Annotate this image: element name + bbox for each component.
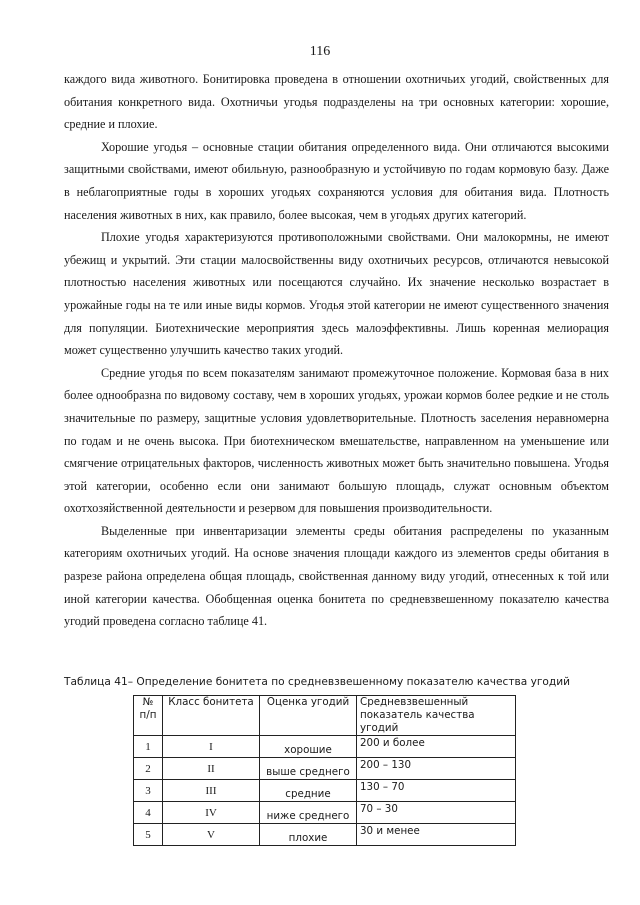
table-header-row [134,696,516,736]
cell-num: 2 [134,758,163,780]
cell-num: 3 [134,780,163,802]
paragraph: Хорошие угодья – основные стации обитания определенного вида. Они отличаются высокими защитными свойствами, имеют обильную, разнообразную и устойчивую по годам кормовую базу. Даже в неблагоприятные годы в хороших угодьях сохраняются условия для обитания вида. Плотность населения животных в них, как правило, более высокая, чем в угодьях других категорий. [64,139,609,222]
cell-num: 1 [134,736,163,758]
header-grade: Оценка угодий [260,696,357,736]
paragraph: Средние угодья по всем показателям занимают промежуточное положение. Кормовая база в них более однообразна по видовому составу, чем в хороших угодьях, урожаи кормов более редкие и не столь значительные по размеру, защитные условия удовлетворительные. Плотность заселения неравномерна по годам и не очень высока. При биотехническом вмешательстве, направленном на уменьшение или смягчение отрицательных факторов, численность животных может быть значительно повышена. Угодья этой категории, особенно если они занимают большую площадь, служат основным объектом охотхозяйственной деятельности и резервом для повышения производительности. [64,365,609,516]
cell-class: I [163,736,260,758]
cell-indicator: 70 – 30 [357,802,516,824]
bonitet-table [133,695,516,846]
cell-grade: плохие [260,824,357,846]
table-row [134,824,516,846]
table-row [134,780,516,802]
cell-class: II [163,758,260,780]
cell-num: 4 [134,802,163,824]
header-class: Класс бонитета [163,696,260,736]
cell-indicator: 200 – 130 [357,758,516,780]
cell-class: IV [163,802,260,824]
paragraph: Выделенные при инвентаризации элементы среды обитания распределены по указанным категориям охотничьих угодий. На основе значения площади каждого из элементов среды обитания в разрезе района определена общая площадь, свойственная данному виду угодий, отнесенных к той или иной категории качества. Обобщенная оценка бонитета по средневзвешенному показателю качества угодий проведена согласно таблице 41. [64,523,609,629]
header-indicator: Средневзвешенный показатель качества угодий [357,696,516,736]
cell-class: III [163,780,260,802]
cell-num: 5 [134,824,163,846]
cell-indicator: 130 – 70 [357,780,516,802]
cell-indicator: 30 и менее [357,824,516,846]
cell-class: V [163,824,260,846]
table-caption: Таблица 41– Определение бонитета по средневзвешенному показателю качества угодий [64,676,571,688]
header-num: № п/п [134,696,163,736]
paragraph: Плохие угодья характеризуются противоположными свойствами. Они малокормны, не имеют убежищ и укрытий. Эти стации малосвойственны виду охотничьих ресурсов, отличаются невысокой плотностью населения животных или посещаются случайно. Их значение несколько возрастает в урожайные годы на те или иные виды кормов. Угодья этой категории не имеют существенного значения для популяции. Биотехнические мероприятия здесь малоэффективны. Лишь коренная мелиорация может существенно улучшить качество таких угодий. [64,230,609,358]
cell-grade: хорошие [260,736,357,758]
cell-grade: ниже среднего [260,802,357,824]
document-body [64,68,609,633]
page-number: 116 [309,44,331,59]
table-row [134,802,516,824]
table-row [134,758,516,780]
cell-grade: средние [260,780,357,802]
cell-grade: выше среднего [260,758,357,780]
cell-indicator: 200 и более [357,736,516,758]
paragraph: каждого вида животного. Бонитировка проведена в отношении охотничьих угодий, свойственных для обитания конкретного вида. Охотничьи угодья подразделены на три основных категории: хорошие, средние и плохие. [64,72,609,132]
table-row [134,736,516,758]
